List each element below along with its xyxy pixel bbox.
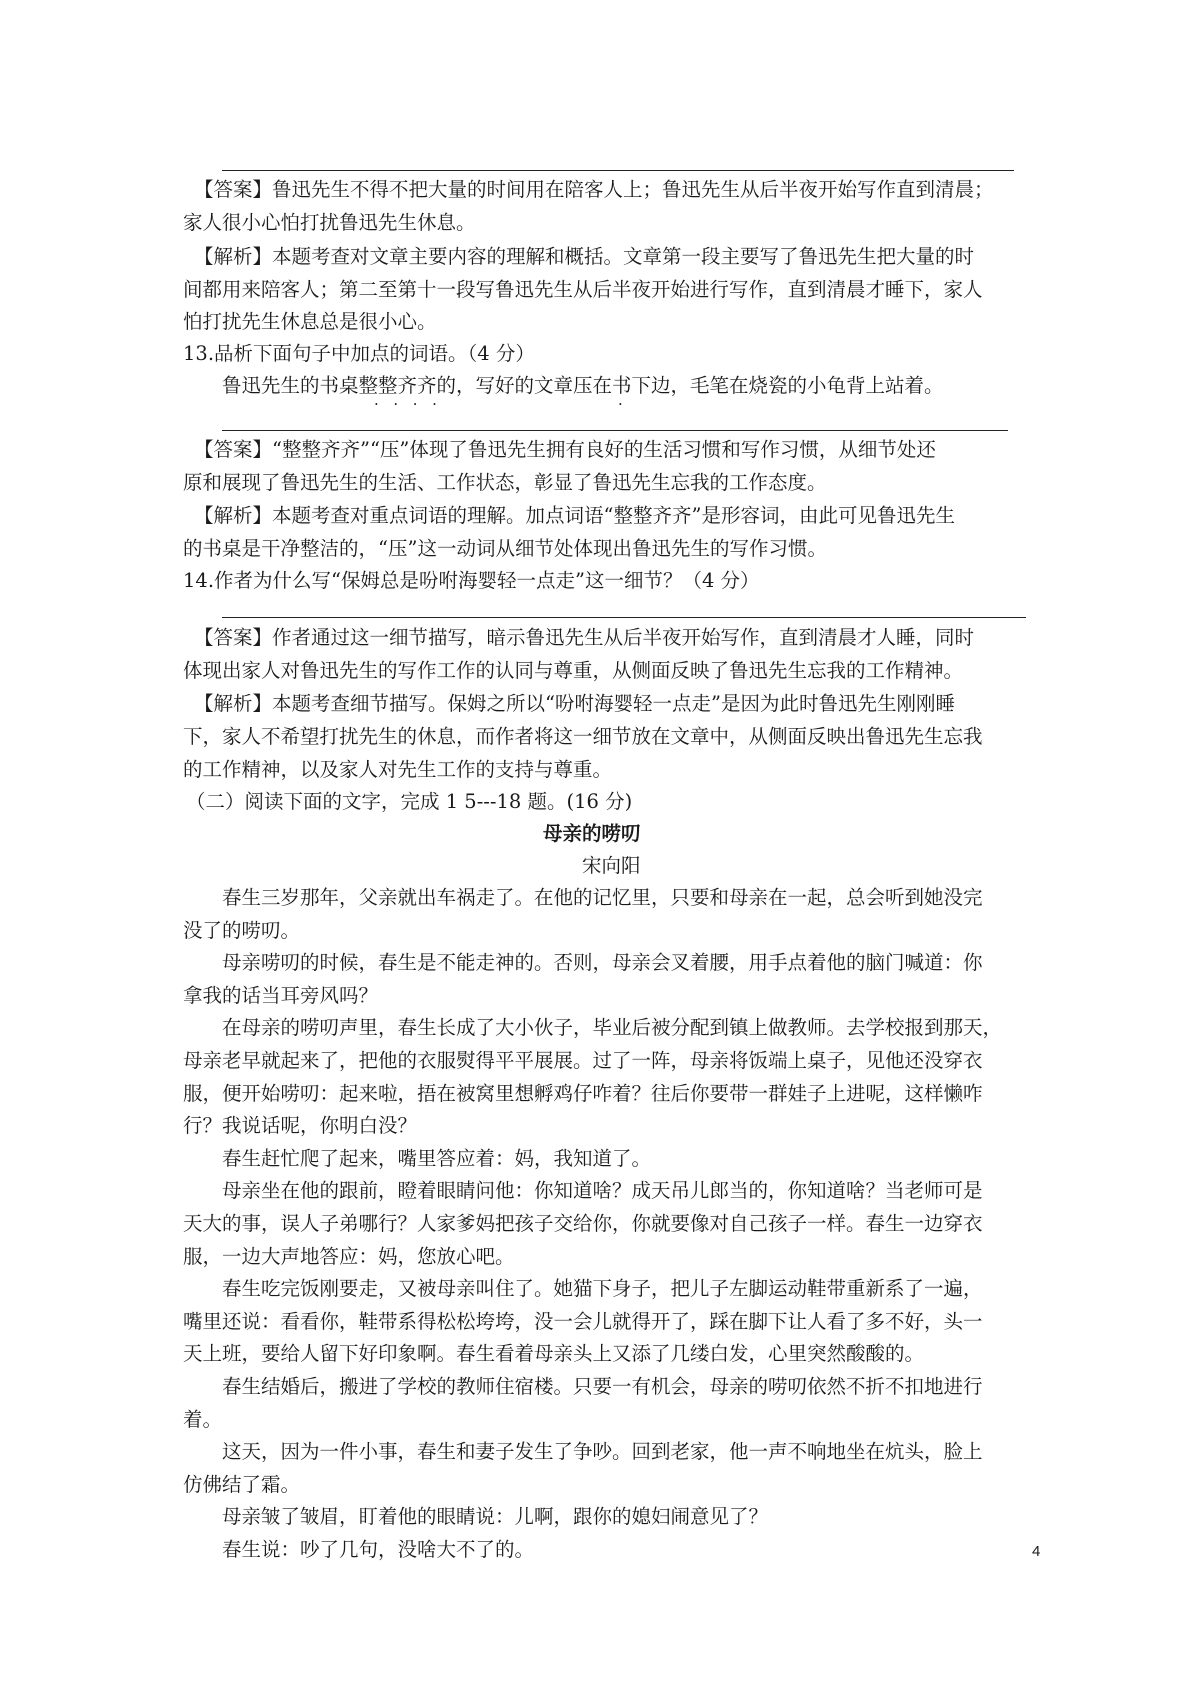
q14-answer-line-1: 【答案】作者通过这一细节描写，暗示鲁迅先生从后半夜开始写作，直到清晨才人睡，同时 xyxy=(194,626,975,649)
emphasis-dots: ···· xyxy=(374,395,452,413)
q13-analysis-line-2: 的书桌是干净整洁的，“压”这一动词从细节处体现出鲁迅先生的写作习惯。 xyxy=(183,537,827,560)
paragraph-line: 行？我说话呢，你明白没？ xyxy=(183,1114,418,1138)
paragraph-line: 服，便开始唠叨：起来啦，捂在被窝里想孵鸡仔咋着？往后你要带一群娃子上进呢，这样懒咋 xyxy=(183,1081,983,1105)
q13-answer-line-2: 原和展现了鲁迅先生的生活、工作状态，彰显了鲁迅先生忘我的工作态度。 xyxy=(183,471,827,494)
section-intro: （二）阅读下面的文字，完成 1 5---18 题。(16 分) xyxy=(186,790,633,813)
page-number: 4 xyxy=(1032,1543,1041,1560)
q12-analysis-line-2: 间都用来陪客人；第二至第十一段写鲁迅先生从后半夜开始进行写作，直到清晨才睡下，家人 xyxy=(183,278,983,301)
q12-analysis-line-3: 怕打扰先生休息总是很小心。 xyxy=(183,310,437,333)
paragraph-first-line: 春生吃完饭刚要走，又被母亲叫住了。她猫下身子，把儿子左脚运动鞋带重新系了一遍， xyxy=(222,1277,983,1301)
paragraph-first-line: 春生结婚后，搬进了学校的教师住宿楼。只要一有机会，母亲的唠叨依然不折不扣地进行 xyxy=(222,1375,983,1398)
q13-title: 13.品析下面句子中加点的词语。（4 分） xyxy=(183,342,535,365)
paragraph-line: 着。 xyxy=(183,1407,223,1431)
q14-analysis-line-2: 下，家人不希望打扰先生的休息，而作者将这一细节放在文章中，从侧面反映出鲁迅先生忘我 xyxy=(183,725,983,748)
q13-analysis-line-1: 【解析】本题考查对重点词语的理解。加点词语“整整齐齐”是形容词，由此可见鲁迅先生 xyxy=(194,504,955,527)
answer-blank-line xyxy=(222,170,1014,171)
q14-analysis-line-3: 的工作精神，以及家人对先生工作的支持与尊重。 xyxy=(183,758,613,781)
paragraph-line: 天上班，要给人留下好印象啊。春生看着母亲头上又添了几缕白发，心里突然酸酸的。 xyxy=(183,1342,925,1366)
passage-author: 宋向阳 xyxy=(582,854,641,877)
paragraph-first-line: 这天，因为一件小事，春生和妻子发生了争吵。回到老家，他一声不响地坐在炕头，脸上 xyxy=(222,1440,983,1464)
paragraph-first-line: 在母亲的唠叨声里，春生长成了大小伙子，毕业后被分配到镇上做教师。去学校报到那天， xyxy=(222,1016,1003,1040)
q13-quote: 鲁迅先生的书桌整整齐齐的，写好的文章压在书下边，毛笔在烧瓷的小龟背上站着。 xyxy=(222,374,944,397)
q14-analysis-line-1: 【解析】本题考查细节描写。保姆之所以“吩咐海婴轻一点走”是因为此时鲁迅先生刚刚睡 xyxy=(194,692,955,715)
passage-title: 母亲的唠叨 xyxy=(543,822,641,845)
emphasis-dot: · xyxy=(618,395,623,413)
q12-answer-line-2: 家人很小心怕打扰鲁迅先生休息。 xyxy=(183,211,476,234)
paragraph-first-line: 母亲坐在他的跟前，瞪着眼睛问他：你知道啥？成天吊儿郎当的，你知道啥？当老师可是 xyxy=(222,1179,983,1203)
paragraph-first-line: 春生说：吵了几句，没啥大不了的。 xyxy=(222,1538,535,1561)
answer-blank-line xyxy=(222,617,1026,618)
q13-answer-line-1: 【答案】“整整齐齐”“压”体现了鲁迅先生拥有良好的生活习惯和写作习惯，从细节处还 xyxy=(194,438,936,461)
paragraph-first-line: 春生赶忙爬了起来，嘴里答应着：妈，我知道了。 xyxy=(222,1146,652,1170)
paragraph-line: 嘴里还说：看看你，鞋带系得松松垮垮，没一会儿就得开了，踩在脚下让人看了多不好，头一 xyxy=(183,1309,983,1333)
paragraph-line: 母亲老早就起来了，把他的衣服熨得平平展展。过了一阵，母亲将饭端上桌子，见他还没穿衣 xyxy=(183,1049,983,1072)
paragraph-line: 拿我的话当耳旁风吗？ xyxy=(183,983,379,1007)
q14-answer-line-2: 体现出家人对鲁迅先生的写作工作的认同与尊重，从侧面反映了鲁迅先生忘我的工作精神。 xyxy=(183,659,964,682)
q12-analysis-line-1: 【解析】本题考查对文章主要内容的理解和概括。文章第一段主要写了鲁迅先生把大量的时 xyxy=(194,245,975,268)
paragraph-first-line: 母亲唠叨的时候，春生是不能走神的。否则，母亲会叉着腰，用手点着他的脑门喊道：你 xyxy=(222,951,983,975)
q12-answer-line-1: 【答案】鲁迅先生不得不把大量的时间用在陪客人上；鲁迅先生从后半夜开始写作直到清晨； xyxy=(194,178,994,201)
answer-blank-line xyxy=(222,430,1008,431)
paragraph-line: 天大的事，误人子弟哪行？人家爹妈把孩子交给你，你就要像对自己孩子一样。春生一边穿衣 xyxy=(183,1212,983,1235)
paragraph-line: 没了的唠叨。 xyxy=(183,918,301,942)
paragraph-first-line: 母亲皱了皱眉，盯着他的眼睛说：儿啊，跟你的媳妇闹意见了？ xyxy=(222,1505,769,1529)
paragraph-line: 服，一边大声地答应：妈，您放心吧。 xyxy=(183,1244,515,1268)
paragraph-line: 仿佛结了霜。 xyxy=(183,1472,301,1496)
paragraph-first-line: 春生三岁那年，父亲就出车祸走了。在他的记忆里，只要和母亲在一起，总会听到她没完 xyxy=(222,886,983,909)
q14-title: 14.作者为什么写“保姆总是吩咐海婴轻一点走”这一细节？（4 分） xyxy=(183,569,760,592)
